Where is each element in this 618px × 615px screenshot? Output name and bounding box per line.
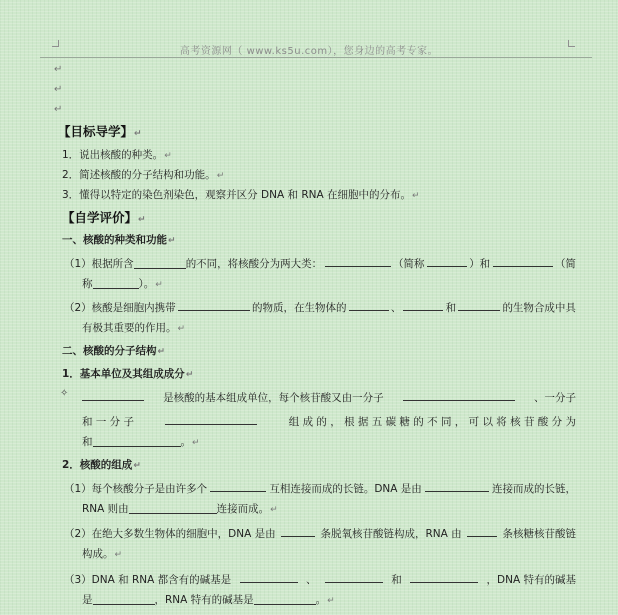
part2-sub1-line3: 和 。↵ — [82, 436, 200, 448]
answer-blank[interactable] — [281, 524, 315, 537]
answer-blank[interactable] — [427, 254, 467, 267]
part2-sub2-q2-line2: 构成。↵ — [82, 548, 123, 560]
objective-item: 1．说出核酸的种类。↵ — [62, 149, 172, 161]
part2-sub2-q1-line2: RNA 则由 连接而成。↵ — [82, 503, 278, 515]
part2-sub2-q3-line1: （3）DNA 和 RNA 都含有的碱基是 、 和 ，DNA 特有的碱基 — [64, 570, 576, 587]
part2-heading: 二、核酸的分子结构↵ — [62, 345, 166, 357]
part1-q2-line2: 有极其重要的作用。↵ — [82, 322, 186, 334]
paragraph-mark-icon: ↵ — [133, 461, 141, 471]
answer-blank[interactable] — [403, 388, 515, 401]
header-rule — [40, 57, 592, 58]
answer-blank[interactable] — [240, 570, 298, 583]
answer-blank[interactable] — [467, 524, 497, 537]
paragraph-mark-icon: ↵ — [168, 236, 176, 246]
paragraph-mark-icon: ↵ — [327, 596, 335, 606]
paragraph-mark-icon: ↵ — [157, 347, 166, 357]
paragraph-mark-icon: ↵ — [138, 215, 146, 225]
objective-item: 3．懂得以特定的染色剂染色，观察并区分 DNA 和 RNA 在细胞中的分布。↵ — [62, 189, 420, 201]
answer-blank[interactable] — [129, 501, 217, 514]
answer-blank[interactable] — [325, 254, 391, 267]
part1-q2-line1: （2）核酸是细胞内携带 的物质，在生物体的 、 和 的生物合成中具 — [64, 298, 576, 315]
paragraph-mark-icon: ↵ — [216, 171, 225, 181]
objectives-title: 【目标导学】↵ — [58, 124, 142, 139]
answer-blank[interactable] — [93, 434, 181, 447]
part2-sub2-q3-line2: 是 ，RNA 特有的碱基是 。↵ — [82, 594, 335, 606]
diamond-bullet-icon: ✧ — [60, 388, 69, 399]
part2-sub2-q2-line1: （2）在绝大多数生物体的细胞中，DNA 是由 条脱氧核苷酸链构成，RNA 由 条核糖核苷酸链 — [64, 524, 576, 541]
paragraph-mark-icon: ↵ — [185, 370, 194, 380]
answer-blank[interactable] — [458, 298, 500, 311]
part2-sub2-q1-line1: （1）每个核酸分子是由许多个 互相连接而成的长链。DNA 是由 连接而成的长链， — [64, 479, 576, 496]
part1-heading: 一、核酸的种类和功能↵ — [62, 234, 176, 246]
part1-q1-line2: 称 ）。↵ — [82, 278, 163, 290]
answer-blank[interactable] — [93, 276, 139, 289]
answer-blank[interactable] — [425, 479, 489, 492]
answer-blank[interactable] — [210, 479, 266, 492]
answer-blank[interactable] — [410, 570, 478, 583]
paragraph-mark-icon: ↵ — [54, 84, 63, 95]
answer-blank[interactable] — [178, 298, 250, 311]
paragraph-mark-icon: ↵ — [412, 191, 420, 201]
answer-blank[interactable] — [493, 254, 553, 267]
paragraph-mark-icon: ↵ — [270, 505, 278, 515]
paragraph-mark-icon: ↵ — [164, 151, 172, 161]
paragraph-mark-icon: ↵ — [54, 104, 63, 115]
answer-blank[interactable] — [165, 412, 257, 425]
paragraph-mark-icon: ↵ — [192, 438, 200, 448]
self-eval-title: 【自学评价】↵ — [62, 210, 146, 225]
objective-item: 2．简述核酸的分子结构和功能。↵ — [62, 169, 225, 181]
paragraph-mark-icon: ↵ — [54, 64, 63, 75]
answer-blank[interactable] — [93, 592, 155, 605]
answer-blank[interactable] — [349, 298, 389, 311]
paragraph-mark-icon: ↵ — [114, 550, 123, 560]
paragraph-mark-icon: ↵ — [155, 280, 163, 290]
paragraph-mark-icon: ↵ — [177, 324, 186, 334]
answer-blank[interactable] — [254, 592, 316, 605]
page-header: 高考资源网（ www.ks5u.com），您身边的高考专家。 — [179, 46, 439, 57]
answer-blank[interactable] — [325, 570, 383, 583]
answer-blank[interactable] — [403, 298, 443, 311]
part2-sub1-line1: 是核酸的基本组成单位，每个核苷酸又由一分子 、一分子 — [82, 388, 576, 405]
paragraph-mark-icon: ↵ — [134, 129, 142, 139]
part2-sub2-heading: 2．核酸的组成↵ — [62, 459, 141, 471]
part1-q1-line1: （1）根据所含 的不同，将核酸分为两大类： （简称 ）和 （简 — [64, 254, 576, 271]
part2-sub1-heading: 1．基本单位及其组成成分↵ — [62, 368, 194, 380]
part2-sub1-line2: 和 一 分 子 组 成 的 ， 根 据 五 碳 糖 的 不 同 ， 可 以 将 核 苷 酸 分 为 — [82, 412, 576, 429]
answer-blank[interactable] — [82, 388, 144, 401]
answer-blank[interactable] — [134, 256, 186, 269]
